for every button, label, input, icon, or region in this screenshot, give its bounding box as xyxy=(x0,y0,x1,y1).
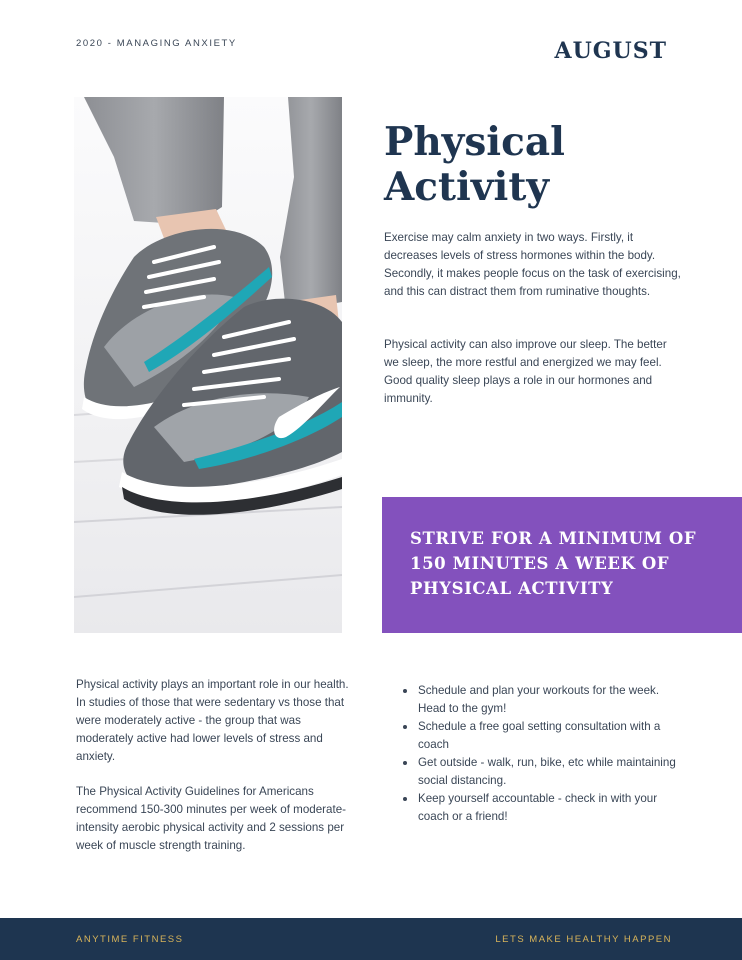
list-item xyxy=(418,790,688,826)
list-item-text: Get outside - walk, run, bike, etc while maintaining social distancing. xyxy=(418,756,676,787)
callout-box xyxy=(382,497,742,633)
intro-paragraph-1: Exercise may calm anxiety in two ways. Firstly, it decreases levels of stress hormones within the body. Secondly, it makes people focus on the task of exercising, and this can distract them from ruminative thoughts. xyxy=(384,231,681,298)
month-heading: AUGUST xyxy=(554,38,667,64)
footer-brand: ANYTIME FITNESS xyxy=(76,934,184,945)
body-paragraph-2: The Physical Activity Guidelines for Americans recommend 150-300 minutes per week of moderate-intensity aerobic physical activity and 2 sessions per week of muscle strength training. xyxy=(76,785,347,852)
tips-list xyxy=(418,682,688,826)
list-item-text: Schedule a free goal setting consultation with a coach xyxy=(418,720,661,751)
list-item xyxy=(418,682,688,718)
footer-tagline: LETS MAKE HEALTHY HAPPEN xyxy=(495,934,672,945)
list-item-text: Schedule and plan your workouts for the week. Head to the gym! xyxy=(418,684,660,715)
footer-bar xyxy=(0,918,742,960)
title-line-1: Physical xyxy=(384,119,565,165)
title-line-2: Activity xyxy=(384,164,549,210)
bullet-icon xyxy=(403,725,407,729)
bullet-icon xyxy=(403,761,407,765)
sneakers-photo xyxy=(74,97,342,633)
intro-paragraph-2: Physical activity can also improve our sleep. The better we sleep, the more restful and energized we may feel. Good quality sleep plays a role in our hormones and immunity. xyxy=(384,338,667,405)
bullet-icon xyxy=(403,797,407,801)
list-item xyxy=(418,718,688,754)
page-title xyxy=(384,120,714,210)
list-item-text: Keep yourself accountable - check in with your coach or a friend! xyxy=(418,792,658,823)
body-paragraph-1: Physical activity plays an important role in our health. In studies of those that were sedentary vs those that were moderately active - the group that was moderately active had lower levels of stress and anxiety. xyxy=(76,678,349,763)
list-item xyxy=(418,754,688,790)
document-kicker: 2020 - MANAGING ANXIETY xyxy=(76,38,237,49)
callout-text: STRIVE FOR A MINIMUM OF 150 MINUTES A WEEK OF PHYSICAL ACTIVITY xyxy=(410,529,697,598)
bullet-icon xyxy=(403,689,407,693)
